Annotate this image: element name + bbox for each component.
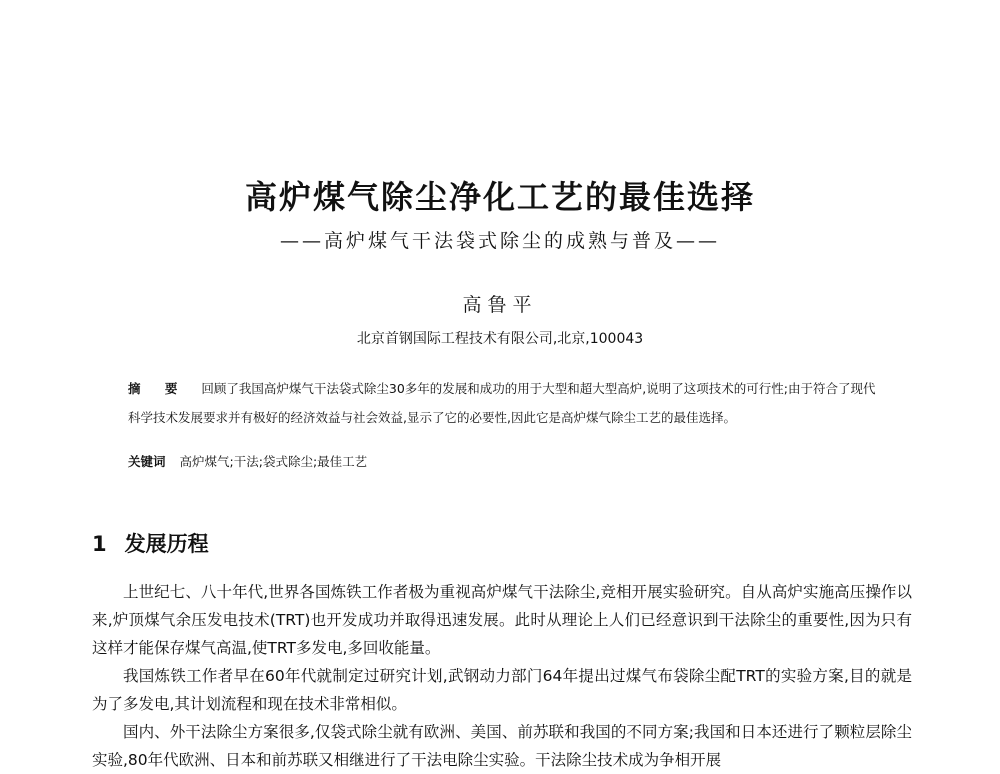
abstract-text: 回顾了我国高炉煤气干法袋式除尘30多年的发展和成功的用于大型和超大型高炉,说明了这项技术的可行性;由于符合了现代科学技术发展要求并有极好的经济效益与社会效益,显示了它的必要性,因此它是高炉煤气除尘工艺的最佳选择。: [128, 381, 876, 425]
abstract-label: 摘 要: [128, 381, 188, 396]
body-text: [92, 578, 912, 774]
paragraph: 国内、外干法除尘方案很多,仅袋式除尘就有欧洲、美国、前苏联和我国的不同方案;我国和日本还进行了颗粒层除尘实验,80年代欧洲、日本和前苏联又相继进行了干法电除尘实验。干法除尘技术成为争相开展: [92, 723, 912, 769]
section-heading: [92, 528, 209, 558]
paragraph: 我国炼铁工作者早在60年代就制定过研究计划,武钢动力部门64年提出过煤气布袋除尘配TRT的实验方案,目的就是为了多发电,其计划流程和现在技术非常相似。: [92, 667, 912, 713]
abstract: [128, 374, 878, 432]
author-name: 高鲁平: [462, 294, 538, 316]
section-title: 发展历程: [124, 532, 209, 556]
author-affiliation: 北京首钢国际工程技术有限公司,北京,100043: [356, 331, 644, 347]
keywords-label: 关键词: [128, 454, 166, 469]
paragraph: 上世纪七、八十年代,世界各国炼铁工作者极为重视高炉煤气干法除尘,竞相开展实验研究。自从高炉实施高压操作以来,炉顶煤气余压发电技术(TRT)也开发成功并取得迅速发展。此时从理论上人们已经意识到干法除尘的重要性,因为只有这样才能保存煤气高温,使TRT多发电,多回收能量。: [92, 583, 912, 657]
keywords: [128, 452, 878, 470]
paper-subtitle: ——高炉煤气干法袋式除尘的成熟与普及——: [279, 230, 720, 252]
section-number: 1: [92, 532, 107, 556]
paper-title: 高炉煤气除尘净化工艺的最佳选择: [244, 178, 755, 216]
keywords-text: 高炉煤气;干法;袋式除尘;最佳工艺: [179, 454, 368, 469]
